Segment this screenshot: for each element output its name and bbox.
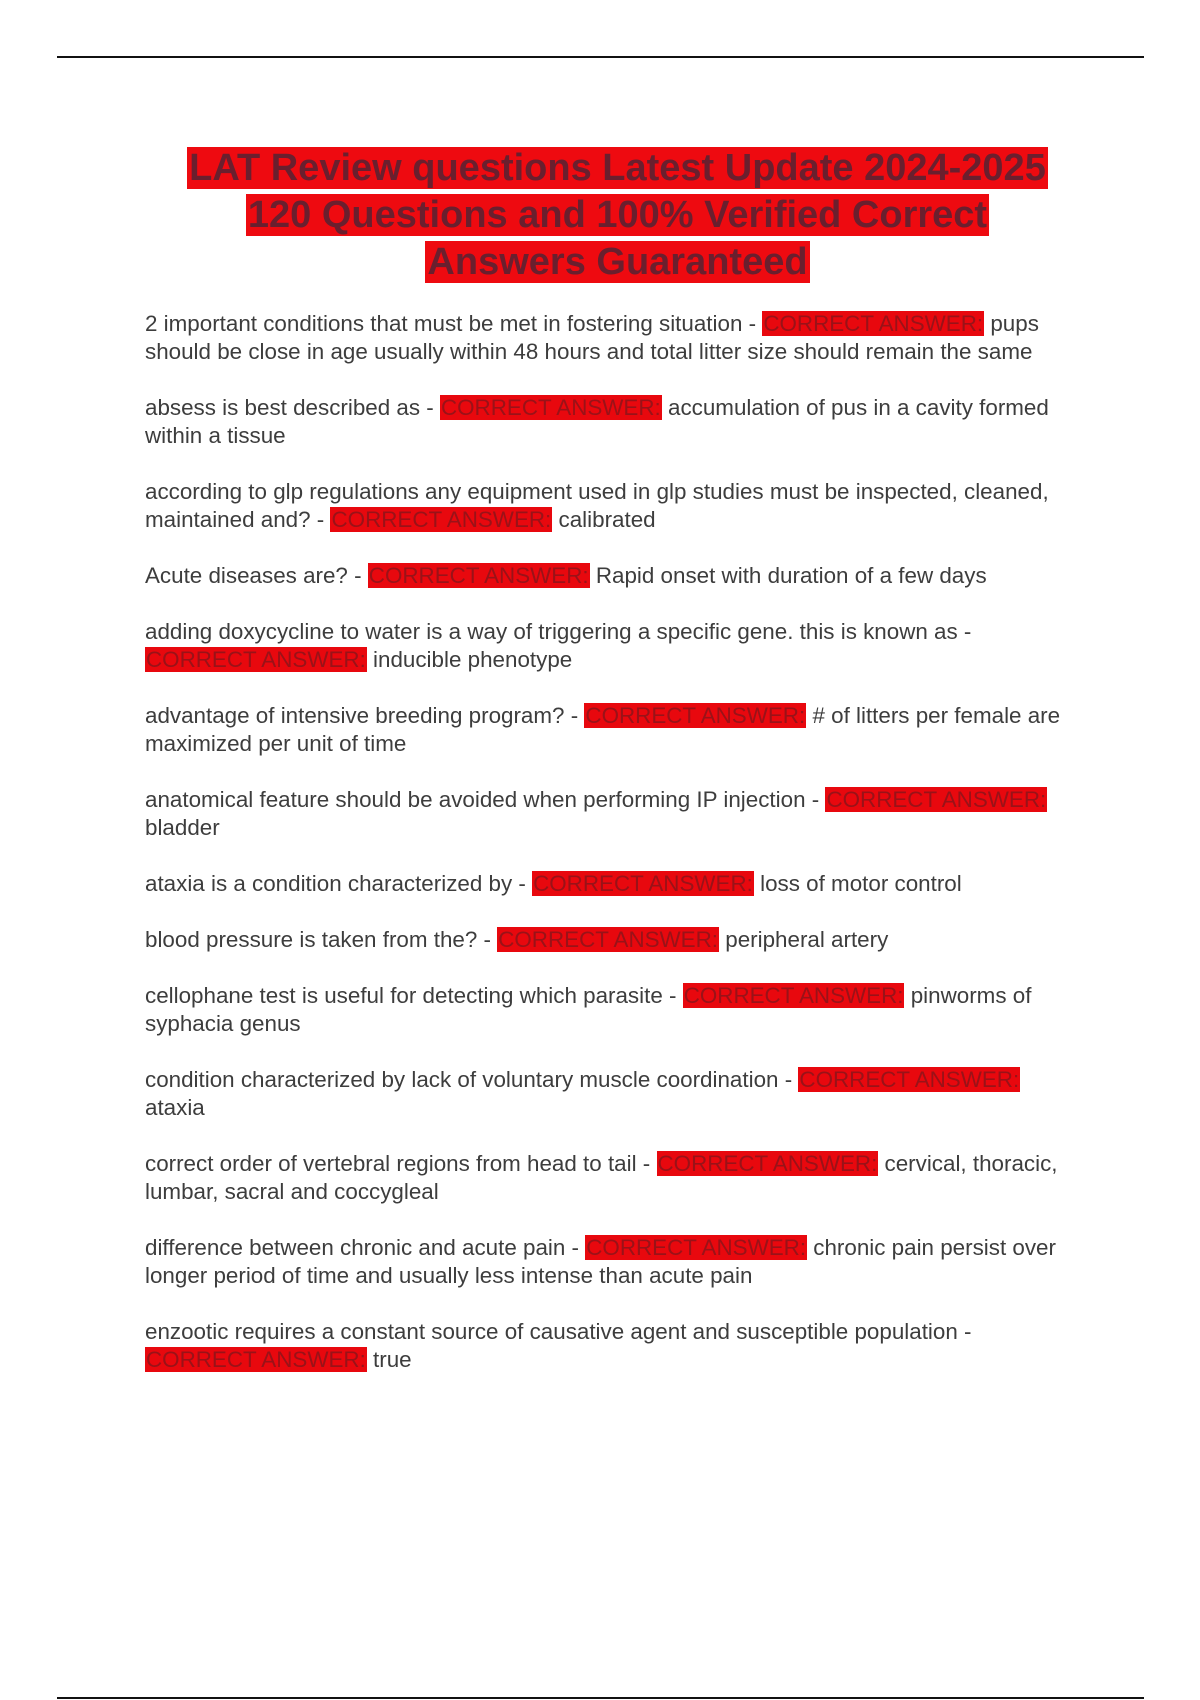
title-line: Answers Guaranteed [427, 241, 808, 283]
qa-item [145, 1318, 1080, 1374]
correct-answer-tag: CORRECT ANSWER: [586, 1235, 807, 1260]
answer-text: chronic pain persist over longer period of time and usually less intense than acute pain [145, 1235, 1056, 1288]
correct-answer-tag: CORRECT ANSWER: [368, 563, 589, 588]
answer-text: true [373, 1347, 412, 1372]
title-line: 120 Questions and 100% Verified Correct [247, 194, 988, 236]
answer-text: ataxia [145, 1095, 205, 1120]
qa-item [145, 926, 1080, 954]
answer-text: peripheral artery [725, 927, 889, 952]
answer-text: cervical, thoracic, lumbar, sacral and coccygleal [145, 1151, 1058, 1204]
question-text: 2 important conditions that must be met in fostering situation - [145, 311, 757, 336]
question-text: enzootic requires a constant source of causative agent and susceptible population - [145, 1319, 972, 1344]
correct-answer-tag: CORRECT ANSWER: [799, 1067, 1020, 1092]
answer-text: pups should be close in age usually within 48 hours and total litter size should remain the same [145, 311, 1039, 364]
question-text: ataxia is a condition characterized by - [145, 871, 526, 896]
question-text: anatomical feature should be avoided when performing IP injection - [145, 787, 820, 812]
question-text: adding doxycycline to water is a way of triggering a specific gene. this is known as - [145, 619, 972, 644]
correct-answer-tag: CORRECT ANSWER: [683, 983, 904, 1008]
correct-answer-tag: CORRECT ANSWER: [331, 507, 552, 532]
question-text: Acute diseases are? - [145, 563, 362, 588]
title-line: LAT Review questions Latest Update 2024-2025 [189, 147, 1046, 189]
qa-item [145, 562, 1080, 590]
qa-item [145, 478, 1080, 534]
qa-item [145, 1150, 1080, 1206]
question-text: blood pressure is taken from the? - [145, 927, 491, 952]
qa-item [145, 394, 1080, 450]
answer-text: pinworms of syphacia genus [145, 983, 1032, 1036]
qa-item [145, 786, 1080, 842]
correct-answer-tag: CORRECT ANSWER: [498, 927, 719, 952]
qa-item [145, 618, 1080, 674]
document-title-block [150, 145, 1085, 286]
top-rule [57, 56, 1144, 58]
question-text: according to glp regulations any equipment used in glp studies must be inspected, cleaned, maintained and? - [145, 479, 1049, 532]
question-text: advantage of intensive breeding program? - [145, 703, 579, 728]
answer-text: inducible phenotype [373, 647, 573, 672]
qa-item [145, 702, 1080, 758]
answer-text: bladder [145, 815, 220, 840]
answer-text: accumulation of pus in a cavity formed within a tissue [145, 395, 1049, 448]
bottom-rule [57, 1697, 1144, 1699]
answer-text: Rapid onset with duration of a few days [595, 563, 987, 588]
question-answer-list [145, 310, 1080, 1402]
correct-answer-tag: CORRECT ANSWER: [763, 311, 984, 336]
qa-item [145, 870, 1080, 898]
question-text: correct order of vertebral regions from head to tail - [145, 1151, 651, 1176]
correct-answer-tag: CORRECT ANSWER: [146, 1347, 366, 1372]
qa-item [145, 310, 1080, 366]
answer-text: # of litters per female are maximized per unit of time [145, 703, 1061, 756]
correct-answer-tag: CORRECT ANSWER: [826, 787, 1047, 812]
qa-item [145, 1066, 1080, 1122]
correct-answer-tag: CORRECT ANSWER: [657, 1151, 878, 1176]
question-text: difference between chronic and acute pain - [145, 1235, 580, 1260]
answer-text: loss of motor control [760, 871, 962, 896]
question-text: condition characterized by lack of voluntary muscle coordination - [145, 1067, 793, 1092]
correct-answer-tag: CORRECT ANSWER: [585, 703, 806, 728]
correct-answer-tag: CORRECT ANSWER: [533, 871, 753, 896]
qa-item [145, 1234, 1080, 1290]
correct-answer-tag: CORRECT ANSWER: [146, 647, 366, 672]
correct-answer-tag: CORRECT ANSWER: [440, 395, 661, 420]
answer-text: calibrated [558, 507, 656, 532]
document-title [150, 145, 1085, 286]
question-text: cellophane test is useful for detecting which parasite - [145, 983, 677, 1008]
qa-item [145, 982, 1080, 1038]
question-text: absess is best described as - [145, 395, 434, 420]
